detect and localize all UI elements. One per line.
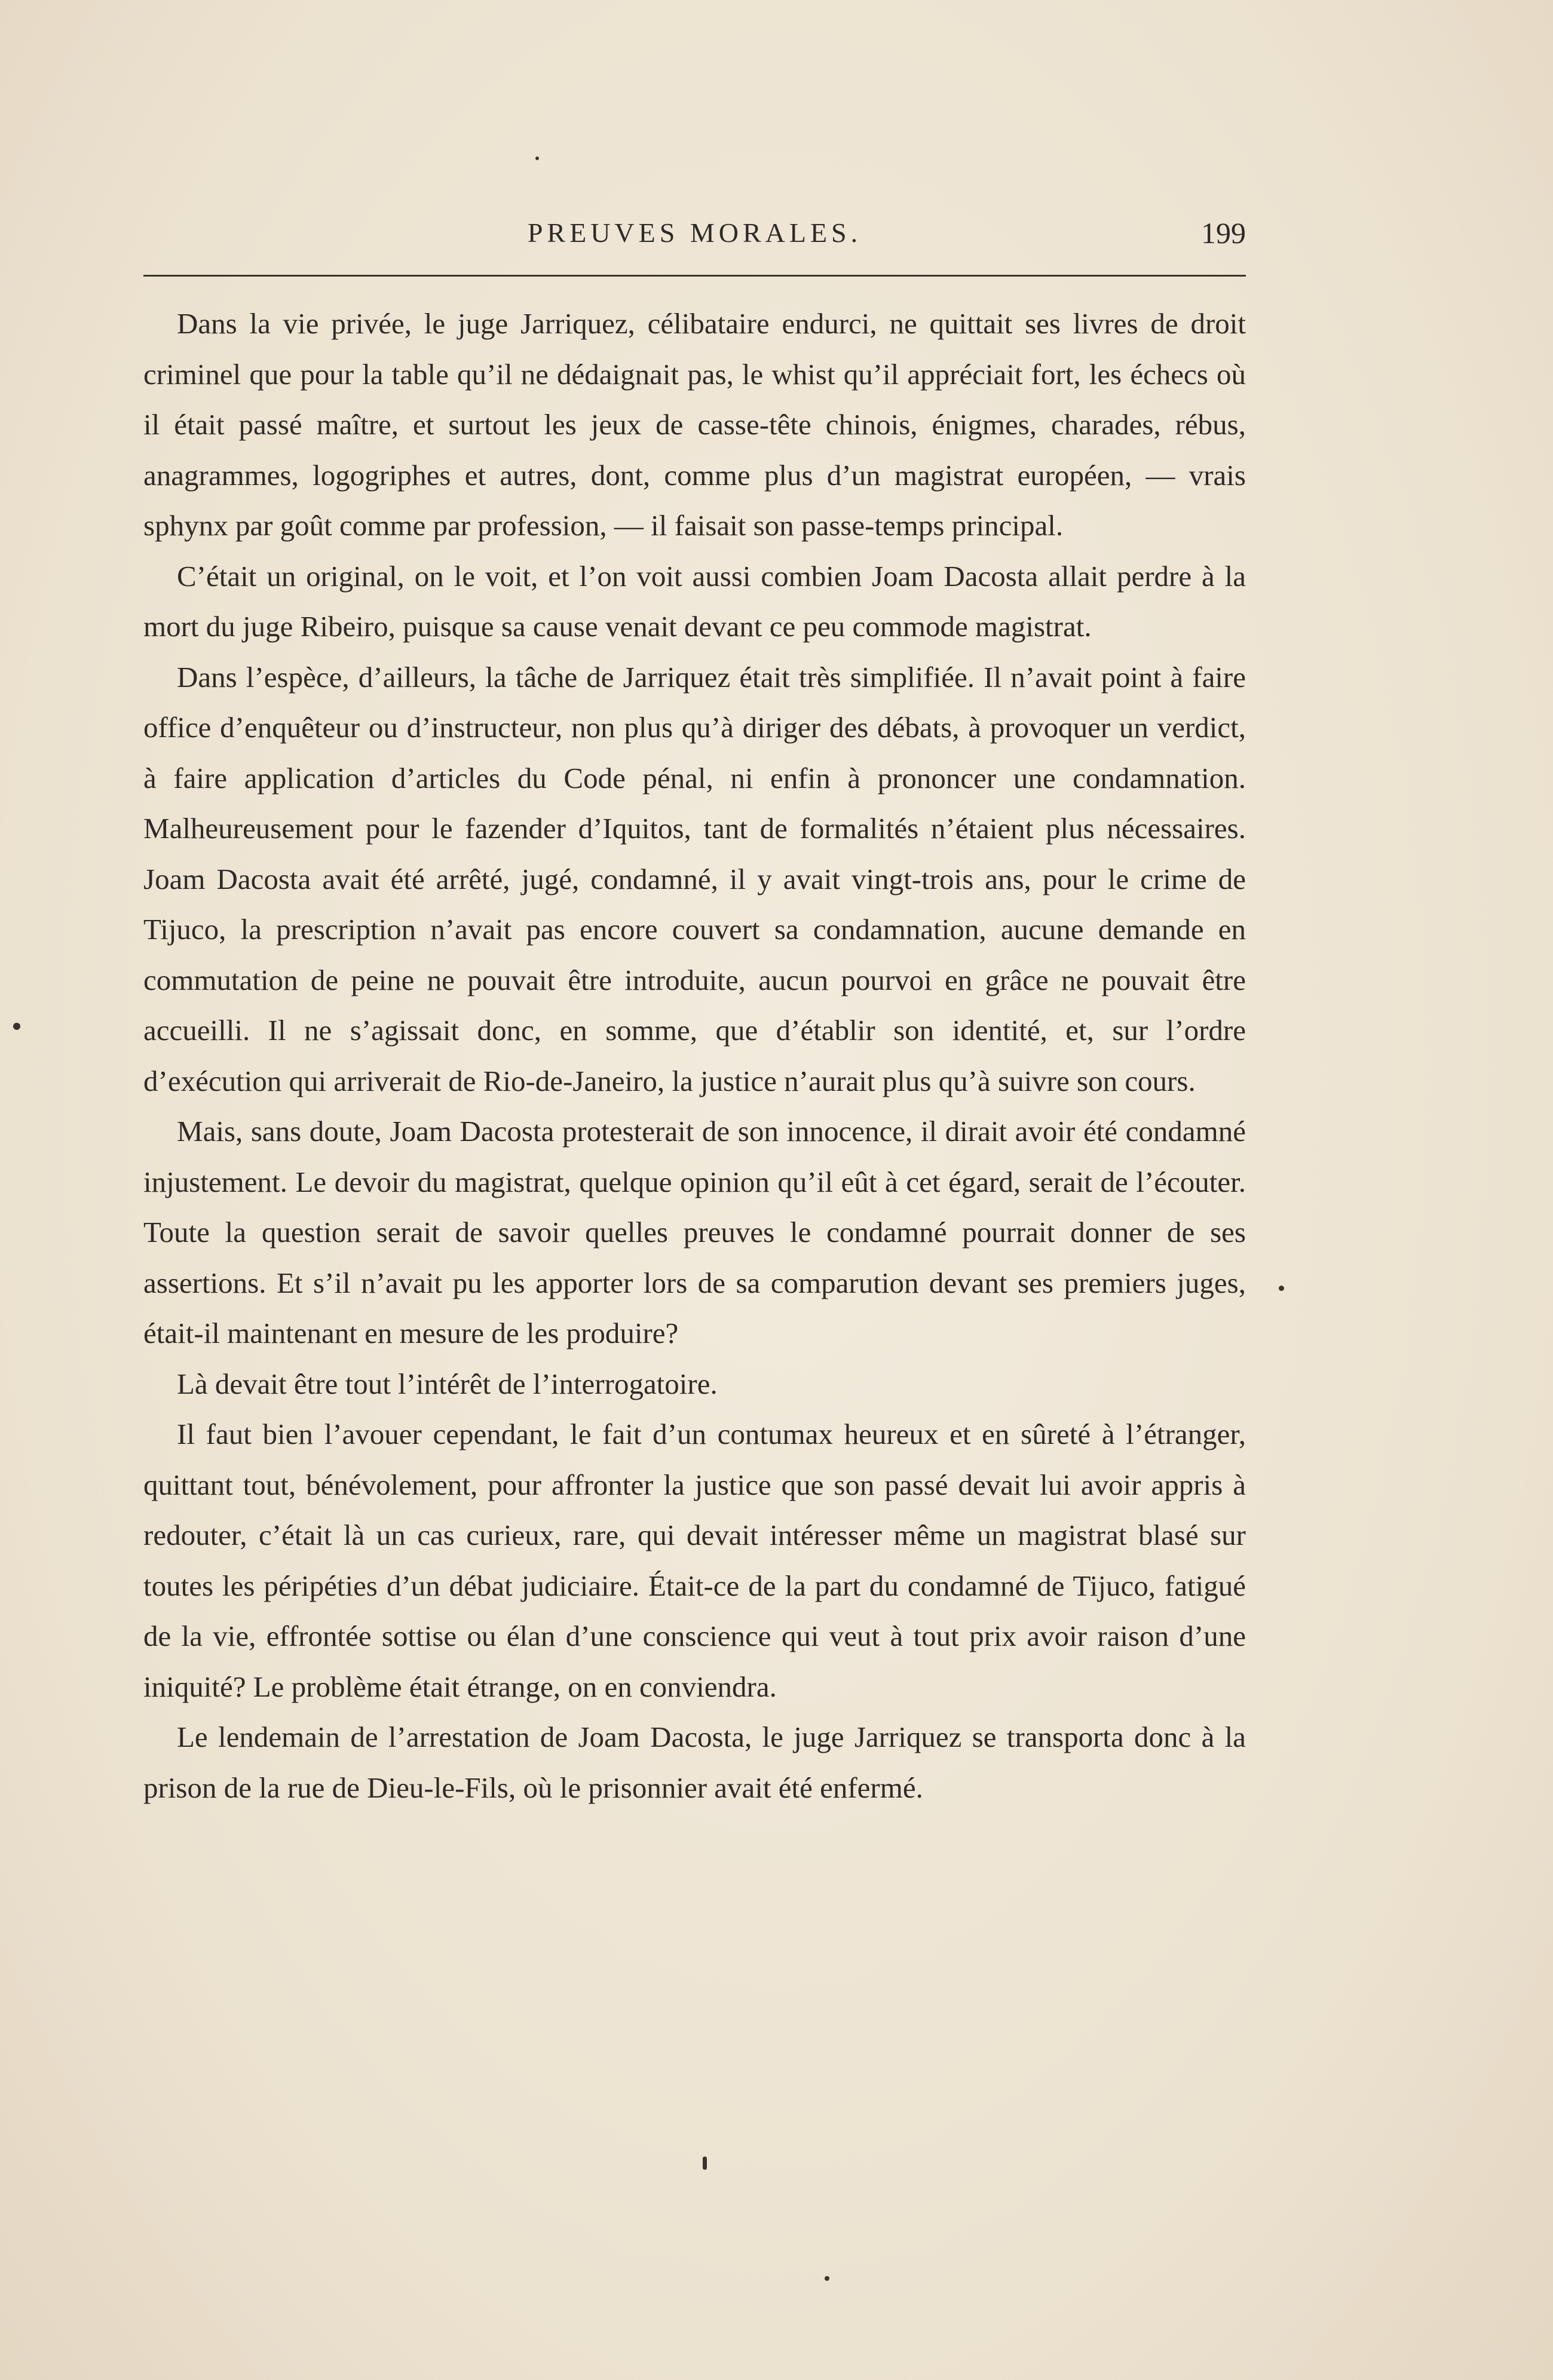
paragraph: Là devait être tout l’intérêt de l’interrogatoire.: [177, 1367, 718, 1400]
ink-speck: [703, 2157, 707, 2170]
ink-speck: [1279, 1286, 1284, 1291]
ink-speck: [535, 157, 539, 160]
running-title: PREUVES MORALES.: [527, 217, 862, 248]
paragraph: Le lendemain de l’arrestation de Joam Dacosta, le juge Jarriquez se transporta donc à la prison de la rue de Dieu-le-Fils, où le prisonnier avait été enfermé.: [143, 1720, 1246, 1804]
page-header: [143, 215, 1246, 251]
ink-speck: [13, 1023, 20, 1030]
page-number: 199: [1201, 216, 1246, 250]
body-text: [143, 299, 1246, 1813]
header-rule: [143, 275, 1246, 277]
ink-speck: [825, 2276, 829, 2281]
paragraph: Dans l’espèce, d’ailleurs, la tâche de Jarriquez était très simplifiée. Il n’avait point à faire office d’enquêteur ou d’instructeur, non plus qu’à diriger des débats, à provoquer un verdict, à faire application d’articles du Code pénal, ni enfin à prononcer une condamnation. Malheureusement pour le fazender d’Iquitos, tant de formalités n’étaient plus nécessaires. Joam Dacosta avait été arrêté, jugé, condamné, il y avait vingt-trois ans, pour le crime de Tijuco, la prescription n’avait pas encore couvert sa condamnation, aucune demande en commutation de peine ne pouvait être introduite, aucun pourvoi en grâce ne pouvait être accueilli. Il ne s’agissait donc, en somme, que d’établir son identité, et, sur l’ordre d’exécution qui arriverait de Rio-de-Janeiro, la justice n’aurait plus qu’à suivre son cours.: [143, 660, 1246, 1097]
paragraph: Mais, sans doute, Joam Dacosta protesterait de son innocence, il dirait avoir été condamné injustement. Le devoir du magistrat, quelque opinion qu’il eût à cet égard, serait de l’écouter. Toute la question serait de savoir quelles preuves le condamné pourrait donner de ses assertions. Et s’il n’avait pu les apporter lors de sa comparution devant ses premiers juges, était-il maintenant en mesure de les produire?: [143, 1115, 1246, 1350]
paragraph: Il faut bien l’avouer cependant, le fait d’un contumax heureux et en sûreté à l’étranger, quittant tout, bénévolement, pour affronter la justice que son passé devait lui avoir appris à redouter, c’était là un cas curieux, rare, qui devait intéresser même un magistrat blasé sur toutes les péripéties d’un débat judiciaire. Était-ce de la part du condamné de Tijuco, fatigué de la vie, effrontée sottise ou élan d’une conscience qui veut à tout prix avoir raison d’une iniquité? Le problème était étrange, on en conviendra.: [143, 1418, 1246, 1703]
paragraph: C’était un original, on le voit, et l’on voit aussi combien Joam Dacosta allait perdre à la mort du juge Ribeiro, puisque sa cause venait devant ce peu commode magistrat.: [143, 559, 1246, 643]
paragraph: Dans la vie privée, le juge Jarriquez, célibataire endurci, ne quittait ses livres de droit criminel que pour la table qu’il ne dédaignait pas, le whist qu’il appréciait fort, les échecs où il était passé maître, et surtout les jeux de casse-tête chinois, énigmes, charades, rébus, anagrammes, logogriphes et autres, dont, comme plus d’un magistrat européen, — vrais sphynx par goût comme par profession, — il faisait son passe-temps principal.: [143, 307, 1246, 542]
